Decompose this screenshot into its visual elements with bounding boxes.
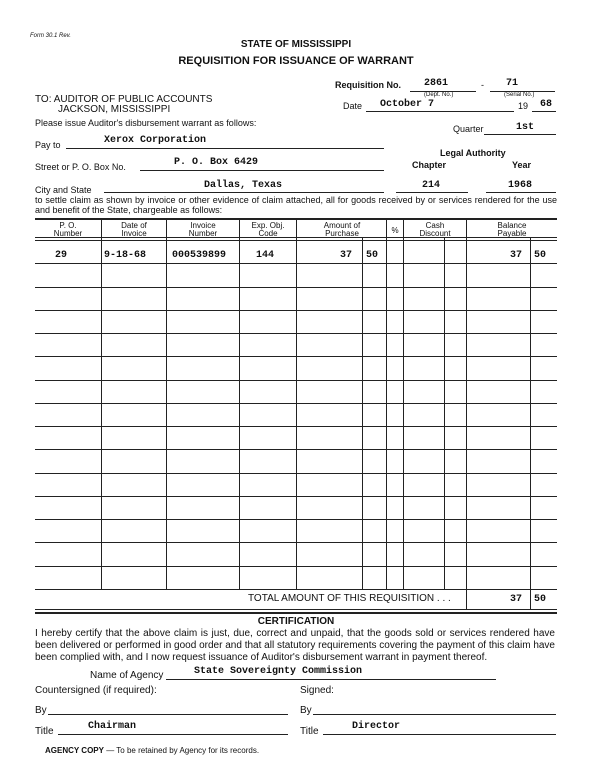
table-row-line	[35, 310, 557, 311]
year-label: Year	[512, 160, 532, 170]
dept-number: 2861	[424, 78, 449, 89]
title-label-left: Title	[35, 726, 54, 737]
title-right-value: Director	[352, 721, 401, 732]
table-row-line	[35, 380, 557, 381]
year-value: 68	[540, 99, 553, 110]
settle-text: to settle claim as shown by invoice or other evidence of claim attached, all for goods received by or services rendered for the use and benefit of the State, chargeable as follows:	[35, 195, 557, 215]
retain-note: — To be retained by Agency for its records.	[106, 746, 260, 755]
table-row-line	[35, 403, 557, 404]
footer-note	[45, 746, 259, 755]
legal-year-value: 1968	[508, 180, 533, 191]
street-label: Street or P. O. Box No.	[35, 162, 126, 172]
row-date: 9-18-68	[104, 250, 147, 261]
form-number: Form 30.1 Rev.	[30, 33, 71, 39]
total-dollars: 37	[510, 594, 523, 605]
header-pct: %	[391, 226, 399, 235]
table-row-line	[35, 333, 557, 334]
title-label-right: Title	[300, 726, 319, 737]
serial-caption: (Serial No.)	[504, 92, 535, 98]
row-amount-dollars: 37	[340, 250, 353, 261]
date-label: Date	[343, 101, 363, 111]
dept-caption: (Dept. No.)	[424, 92, 454, 98]
header-amount: Amount of Purchase	[323, 221, 361, 238]
table-row-line	[35, 287, 557, 288]
table-row-line	[35, 449, 557, 450]
row-exp: 144	[256, 250, 275, 261]
serial-number: 71	[506, 78, 519, 89]
total-label: TOTAL AMOUNT OF THIS REQUISITION . . .	[248, 593, 451, 604]
table-row-line	[35, 496, 557, 497]
date-value: October 7	[380, 99, 435, 110]
table-row-line	[35, 356, 557, 357]
by-label-right: By	[300, 705, 312, 716]
certification-text: I hereby certify that the above claim is just, due, correct and unpaid, that the goods sold or services rendered have been delivered or performed in good order and that all statutory requirements covering the payment of this claim have been complied with, and I now request issuance of Auditor's disbursement warrant in payment thereof.	[35, 628, 555, 663]
quarter-label: Quarter	[453, 124, 484, 134]
certification-heading: CERTIFICATION	[257, 616, 335, 627]
table-row-line	[35, 263, 557, 264]
header-exp: Exp. Obj. Code	[251, 221, 285, 238]
header-date: Date of Invoice	[121, 221, 147, 238]
table-row-line	[35, 542, 557, 543]
city-label: City and State	[35, 185, 92, 195]
header-balance: Balance Payable	[497, 221, 527, 238]
pay-to-value: Xerox Corporation	[104, 135, 207, 146]
state-heading: STATE OF MISSISSIPPI	[240, 39, 352, 50]
chapter-label: Chapter	[412, 160, 447, 170]
row-invoice: 000539899	[172, 250, 227, 261]
addressee-line1: TO: AUDITOR OF PUBLIC ACCOUNTS	[35, 94, 213, 105]
form-title: REQUISITION FOR ISSUANCE OF WARRANT	[178, 55, 414, 67]
total-cents: 50	[534, 594, 547, 605]
by-label-left: By	[35, 705, 47, 716]
header-po: P. O. Number	[53, 221, 83, 238]
header-invoice: Invoice Number	[188, 221, 218, 238]
legal-authority-heading: Legal Authority	[440, 148, 506, 158]
table-row-line	[35, 566, 557, 567]
countersigned-label: Countersigned (if required):	[35, 685, 157, 696]
table-row-line	[35, 426, 557, 427]
row-po: 29	[55, 250, 68, 261]
street-value: P. O. Box 6429	[174, 157, 259, 168]
pay-to-label: Pay to	[35, 140, 61, 150]
table-row-line	[35, 473, 557, 474]
row-balance-dollars: 37	[510, 250, 523, 261]
title-left-value: Chairman	[88, 721, 137, 732]
agency-label: Name of Agency	[90, 670, 164, 681]
header-cash: Cash Discount	[419, 221, 451, 238]
row-amount-cents: 50	[366, 250, 379, 261]
instruction-text: Please issue Auditor's disbursement warrant as follows:	[35, 118, 257, 128]
requisition-dash: -	[481, 80, 484, 90]
addressee-line2: JACKSON, MISSISSIPPI	[58, 104, 171, 115]
requisition-label: Requisition No.	[335, 80, 401, 90]
city-value: Dallas, Texas	[204, 180, 283, 191]
agency-copy-label: AGENCY COPY	[45, 746, 104, 755]
row-balance-cents: 50	[534, 250, 547, 261]
year-prefix: 19	[518, 101, 529, 111]
quarter-value: 1st	[516, 122, 535, 133]
table-row-line	[35, 519, 557, 520]
signed-label: Signed:	[300, 685, 334, 696]
chapter-value: 214	[422, 180, 441, 191]
agency-value: State Sovereignty Commission	[194, 666, 363, 677]
